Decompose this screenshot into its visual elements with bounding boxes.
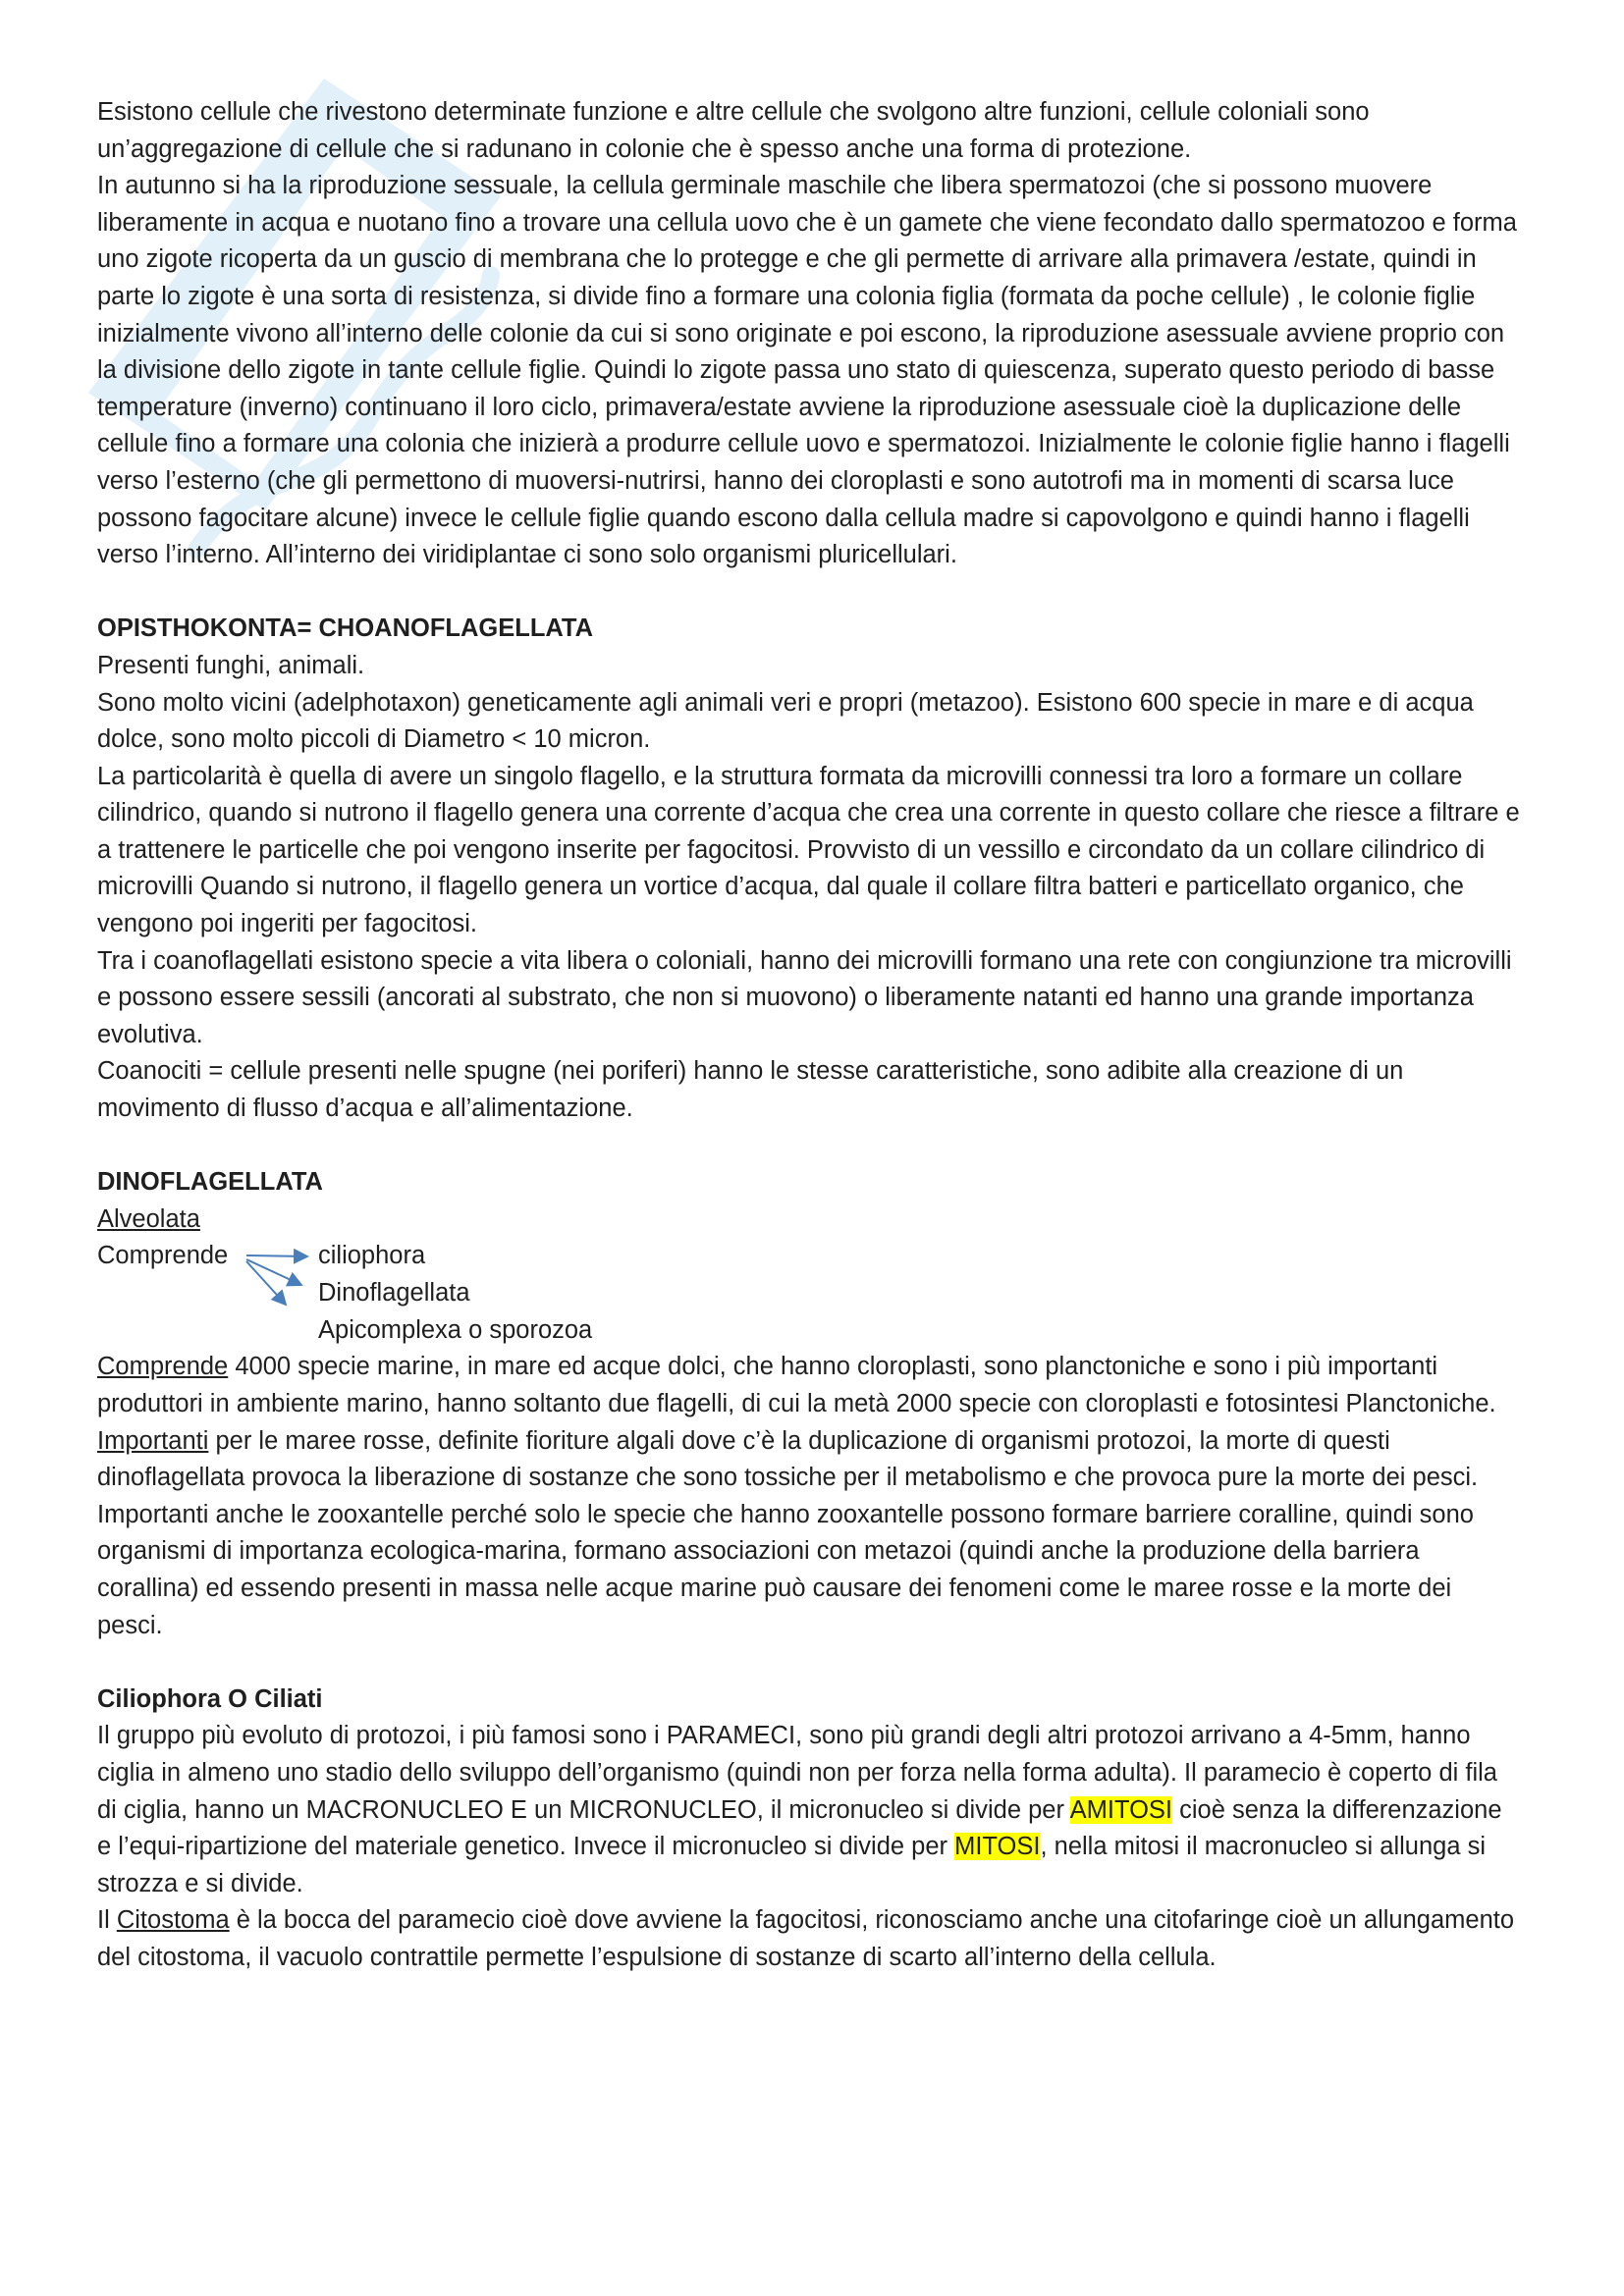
section-heading-ciliophora: Ciliophora O Ciliati — [97, 1684, 323, 1713]
opisthokonta-paragraph-3: La particolarità è quella di avere un singolo flagello, e la struttura formata da microvilli connessi tra loro a formare un collare cilindrico, quando si nutrono il flagello genera una corrente d’acqua che crea una corrente in questo collare che riesce a filtrare e a trattenere le particelle che poi vengono inserite per fagocitosi. Provvisto di un vessillo e circondato da un collare cilindrico di microvilli Quando si nutrono, il flagello genera un vortice d’acqua, dal quale il collare filtra batteri e particellato organico, che vengono poi ingeriti per fagocitosi. — [97, 762, 1520, 938]
ciliophora-paragraph-2 — [97, 1902, 1521, 1976]
section-heading-dinoflagellata: DINOFLAGELLATA — [97, 1168, 323, 1197]
tree-item-apicomplexa: Apicomplexa o sporozoa — [318, 1315, 593, 1344]
opisthokonta-paragraph-4: Tra i coanoflagellati esistono specie a vita libera o coloniali, hanno dei microvilli formano una rete con congiunzione tra microvilli e possono essere sessili (ancorati al substrato, che non si muovono) o liberamente natanti ed hanno una grande importanza evolutiva. — [97, 946, 1512, 1048]
tree-arrows — [97, 1238, 333, 1349]
citostoma-text: è la bocca del paramecio cioè dove avviene la fagocitosi, riconosciamo anche una citofaringe cioè un allungamento del citostoma, il vacuolo contrattile permette l’espulsione di sostanze di scarto all’interno della cellula. — [97, 1906, 1515, 1971]
classification-tree — [97, 1238, 1521, 1349]
citostoma-label: Citostoma — [116, 1906, 230, 1935]
opisthokonta-paragraph-1: Presenti funghi, animali. — [97, 651, 365, 679]
importanti-label: Importanti — [97, 1426, 209, 1455]
comprende-text: 4000 specie marine, in mare ed acque dolci, che hanno cloroplasti, sono planctoniche e sono i più importanti produttori in ambiente marino, hanno soltanto due flagelli, di cui la metà 2000 specie con cloroplasti e fotosintesi Planctoniche. — [97, 1353, 1496, 1417]
ciliophora-text-b: cioè senza la differenzazione e l’equi-ripartizione del materiale genetico. Invece il micronucleo si divide per — [97, 1795, 1502, 1861]
opisthokonta-paragraph-2: Sono molto vicini (adelphotaxon) geneticamente agli animali veri e propri (metazoo). Esistono 600 specie in mare e di acqua dolce, sono molto piccoli di Diametro < 10 micron. — [97, 688, 1474, 754]
tree-item-dinoflagellata: Dinoflagellata — [318, 1279, 470, 1307]
dinoflagellata-paragraph-2 — [97, 1423, 1521, 1497]
highlight-amitosi: AMITOSI — [1069, 1795, 1173, 1824]
tree-root-label: Comprende — [97, 1242, 229, 1270]
dinoflagellata-paragraph-1 — [97, 1349, 1521, 1422]
ciliophora-text-d: Il — [97, 1906, 117, 1935]
document-page — [97, 94, 1521, 1977]
arrow-to-dinoflagellata — [246, 1259, 301, 1285]
section-heading-opisthokonta: OPISTHOKONTA= CHOANOFLAGELLATA — [97, 614, 594, 643]
ciliophora-paragraph-1 — [97, 1718, 1521, 1902]
opisthokonta-paragraph-5: Coanociti = cellule presenti nelle spugne (nei poriferi) hanno le stesse caratteristiche, sono adibite alla creazione di un movimento di flusso d’acqua e all’alimentazione. — [97, 1057, 1404, 1123]
ciliophora-text-c: , nella mitosi il macronucleo si allunga si strozza e si divide. — [97, 1833, 1487, 1897]
importanti-text: per le maree rosse, definite fioriture algali dove c’è la duplicazione di organismi protozoi, la morte di questi dinoflagellata provoca la liberazione di sostanze che sono tossiche per il metabolismo e che provoca pure la morte dei pesci. — [97, 1426, 1479, 1492]
highlight-mitosi: MITOSI — [954, 1833, 1041, 1861]
intro-paragraph-2: In autunno si ha la riproduzione sessuale, la cellula germinale maschile che libera spermatozoi (che si possono muovere liberamente in acqua e nuotano fino a trovare una cellula uovo che è un gamete che viene fecondato dallo spermatozoo e forma uno zigote ricoperta da un guscio di membrana che lo protegge e che gli permette di arrivare alla primavera /estate, quindi in parte lo zigote è una sorta di resistenza, si divide fino a formare una colonia figlia (formata da poche cellule) , le colonie figlie inizialmente vivono all’interno delle colonie da cui si sono originate e poi escono, la riproduzione asessuale avviene proprio con la divisione dello zigote in tante cellule figlie. Quindi lo zigote passa uno stato di quiescenza, superato questo periodo di basse temperature (inverno) continuano il loro ciclo, primavera/estate avviene la riproduzione asessuale cioè la duplicazione delle cellule fino a formare una colonia che inizierà a produrre cellule uovo e spermatozoi. Inizialmente le colonie figlie hanno i flagelli verso l’esterno (che gli permettono di muoversi-nutrirsi, hanno dei cloroplasti e sono autotrofi ma in momenti di scarsa luce possono fagocitare alcune) invece le cellule figlie quando escono dalla cellula madre si capovolgono e quindi hanno i flagelli verso l’interno. All’interno dei viridiplantae ci sono solo organismi pluricellulari. — [97, 172, 1517, 569]
comprende-label: Comprende — [97, 1353, 229, 1381]
subheading-alveolata: Alveolata — [97, 1204, 200, 1233]
intro-paragraph-1: Esistono cellule che rivestono determinate funzione e altre cellule che svolgono altre funzioni, cellule coloniali sono un’aggregazione di cellule che si radunano in colonie che è spesso anche una forma di protezione. — [97, 98, 1370, 163]
arrow-to-ciliophora — [246, 1255, 307, 1256]
ciliophora-text-a: Il gruppo più evoluto di protozoi, i più famosi sono i PARAMECI, sono più grandi degli altri protozoi arrivano a 4-5mm, hanno ciglia in almeno uno stadio dello sviluppo dell’organismo (quindi non per forza nella forma adulta). Il paramecio è coperto di fila di ciglia, hanno un MACRONUCLEO E un MICRONUCLEO, il micronucleo si divide per — [97, 1722, 1497, 1824]
tree-item-ciliophora: ciliophora — [318, 1242, 426, 1270]
dinoflagellata-paragraph-3: Importanti anche le zooxantelle perché solo le specie che hanno zooxantelle possono formare barriere coralline, quindi sono organismi di importanza ecologica-marina, formano associazioni con metazoi (quindi anche la produzione della barriera corallina) ed essendo presenti in massa nelle acque marine può causare dei fenomeni come le maree rosse e la morte dei pesci. — [97, 1500, 1474, 1639]
